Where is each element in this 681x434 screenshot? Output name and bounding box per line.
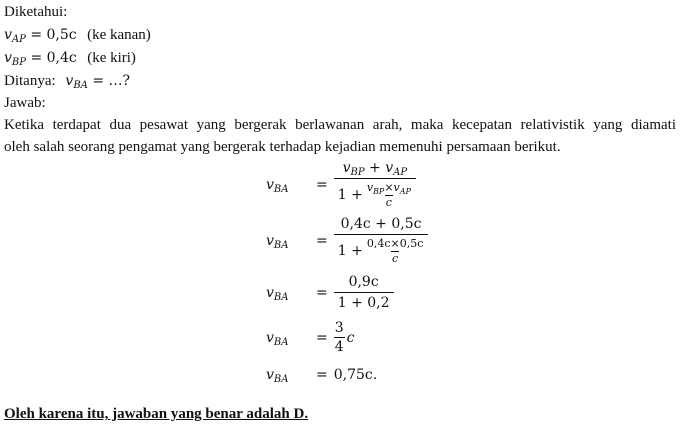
eq1-num-b: v [385,160,394,176]
eq4-tail: c [346,329,355,346]
eq3-den: 1 + 0,2 [334,292,394,311]
eq3-lhs-var: v [266,284,274,301]
equation-1 [266,160,416,209]
asked-var: v [65,73,74,89]
answer-paragraph-line1: Ketika terdapat dua pesawat yang bergerak berlawanan arah, maka kecepatan relativistik yang diamati [4,117,676,133]
v-bp-var: v [4,50,12,66]
eq4-lhs-sub: BA [273,336,289,348]
eq2-num: 0,4c + 0,5c [340,216,422,232]
eq1-small-times: × [384,181,394,194]
eq2-small-den: c [392,252,399,265]
known-v-bp [4,49,136,67]
eq1-lhs-var: v [266,176,274,193]
v-ap-sub: AP [11,34,26,45]
v-ap-note: (ke kanan) [87,27,151,43]
eq3-equals: = [316,284,328,301]
conclusion: Oleh karena itu, jawaban yang benar adalah D. [4,406,309,422]
eq2-small-num: 0,4c×0,5c [366,237,424,250]
eq4-fraction [334,320,345,355]
v-ap-eq: = 0,5c [30,27,77,43]
known-v-ap [4,26,151,44]
eq2-lhs-sub: BA [273,239,289,251]
eq1-num-a-sub: BP [350,167,365,178]
eq1-num-b-sub: AP [393,167,408,178]
v-bp-eq: = 0,4c [30,50,77,66]
equation-5 [266,367,377,383]
eq2-equals: = [316,232,328,249]
eq1-small-den: c [385,196,392,209]
eq4-equals: = [316,329,328,346]
eq2-lhs-var: v [266,232,274,249]
eq2-small-fraction [366,237,425,265]
v-bp-note: (ke kiri) [87,50,136,66]
eq4-den: 4 [334,339,344,355]
eq1-small-fraction [366,181,412,209]
eq1-equals: = [316,176,328,193]
eq3-lhs-sub: BA [273,291,289,303]
eq1-small-num-a: v [366,181,374,194]
eq1-num-a: v [342,160,351,176]
eq5-equals: = [316,367,328,383]
asked-eq: = …? [92,73,131,89]
eq1-lhs-sub: BA [273,183,289,195]
eq3-fraction [334,274,394,311]
asked-line [4,72,130,90]
eq4-lhs-var: v [266,329,274,346]
v-bp-sub: BP [11,57,26,68]
asked-label: Ditanya: [4,73,56,89]
eq2-den-one: 1 + [337,243,363,259]
eq1-plus: + [369,160,381,176]
asked-sub: BA [73,80,88,91]
v-ap-var: v [4,27,12,43]
equation-4 [266,320,355,355]
eq5-lhs-var: v [266,367,274,383]
answer-paragraph-line2: oleh salah seorang pengamat yang bergerak terhadap kejadian memenuhi persamaan berikut. [4,139,561,155]
eq2-fraction [334,216,429,265]
eq1-small-num-b: v [393,181,400,194]
eq3-num: 0,9c [348,274,379,290]
eq5-lhs-sub: BA [273,374,289,385]
eq1-small-num-b-sub: AP [399,187,411,196]
equation-2 [266,216,428,265]
eq4-num: 3 [334,320,344,336]
eq1-small-num-a-sub: BP [373,187,385,196]
eq5-rhs: 0,75c. [333,367,378,383]
answer-label: Jawab: [4,95,46,111]
eq1-den-one: 1 + [337,187,363,203]
known-heading: Diketahui: [4,4,68,20]
eq1-fraction [334,160,416,209]
equation-3 [266,274,394,311]
